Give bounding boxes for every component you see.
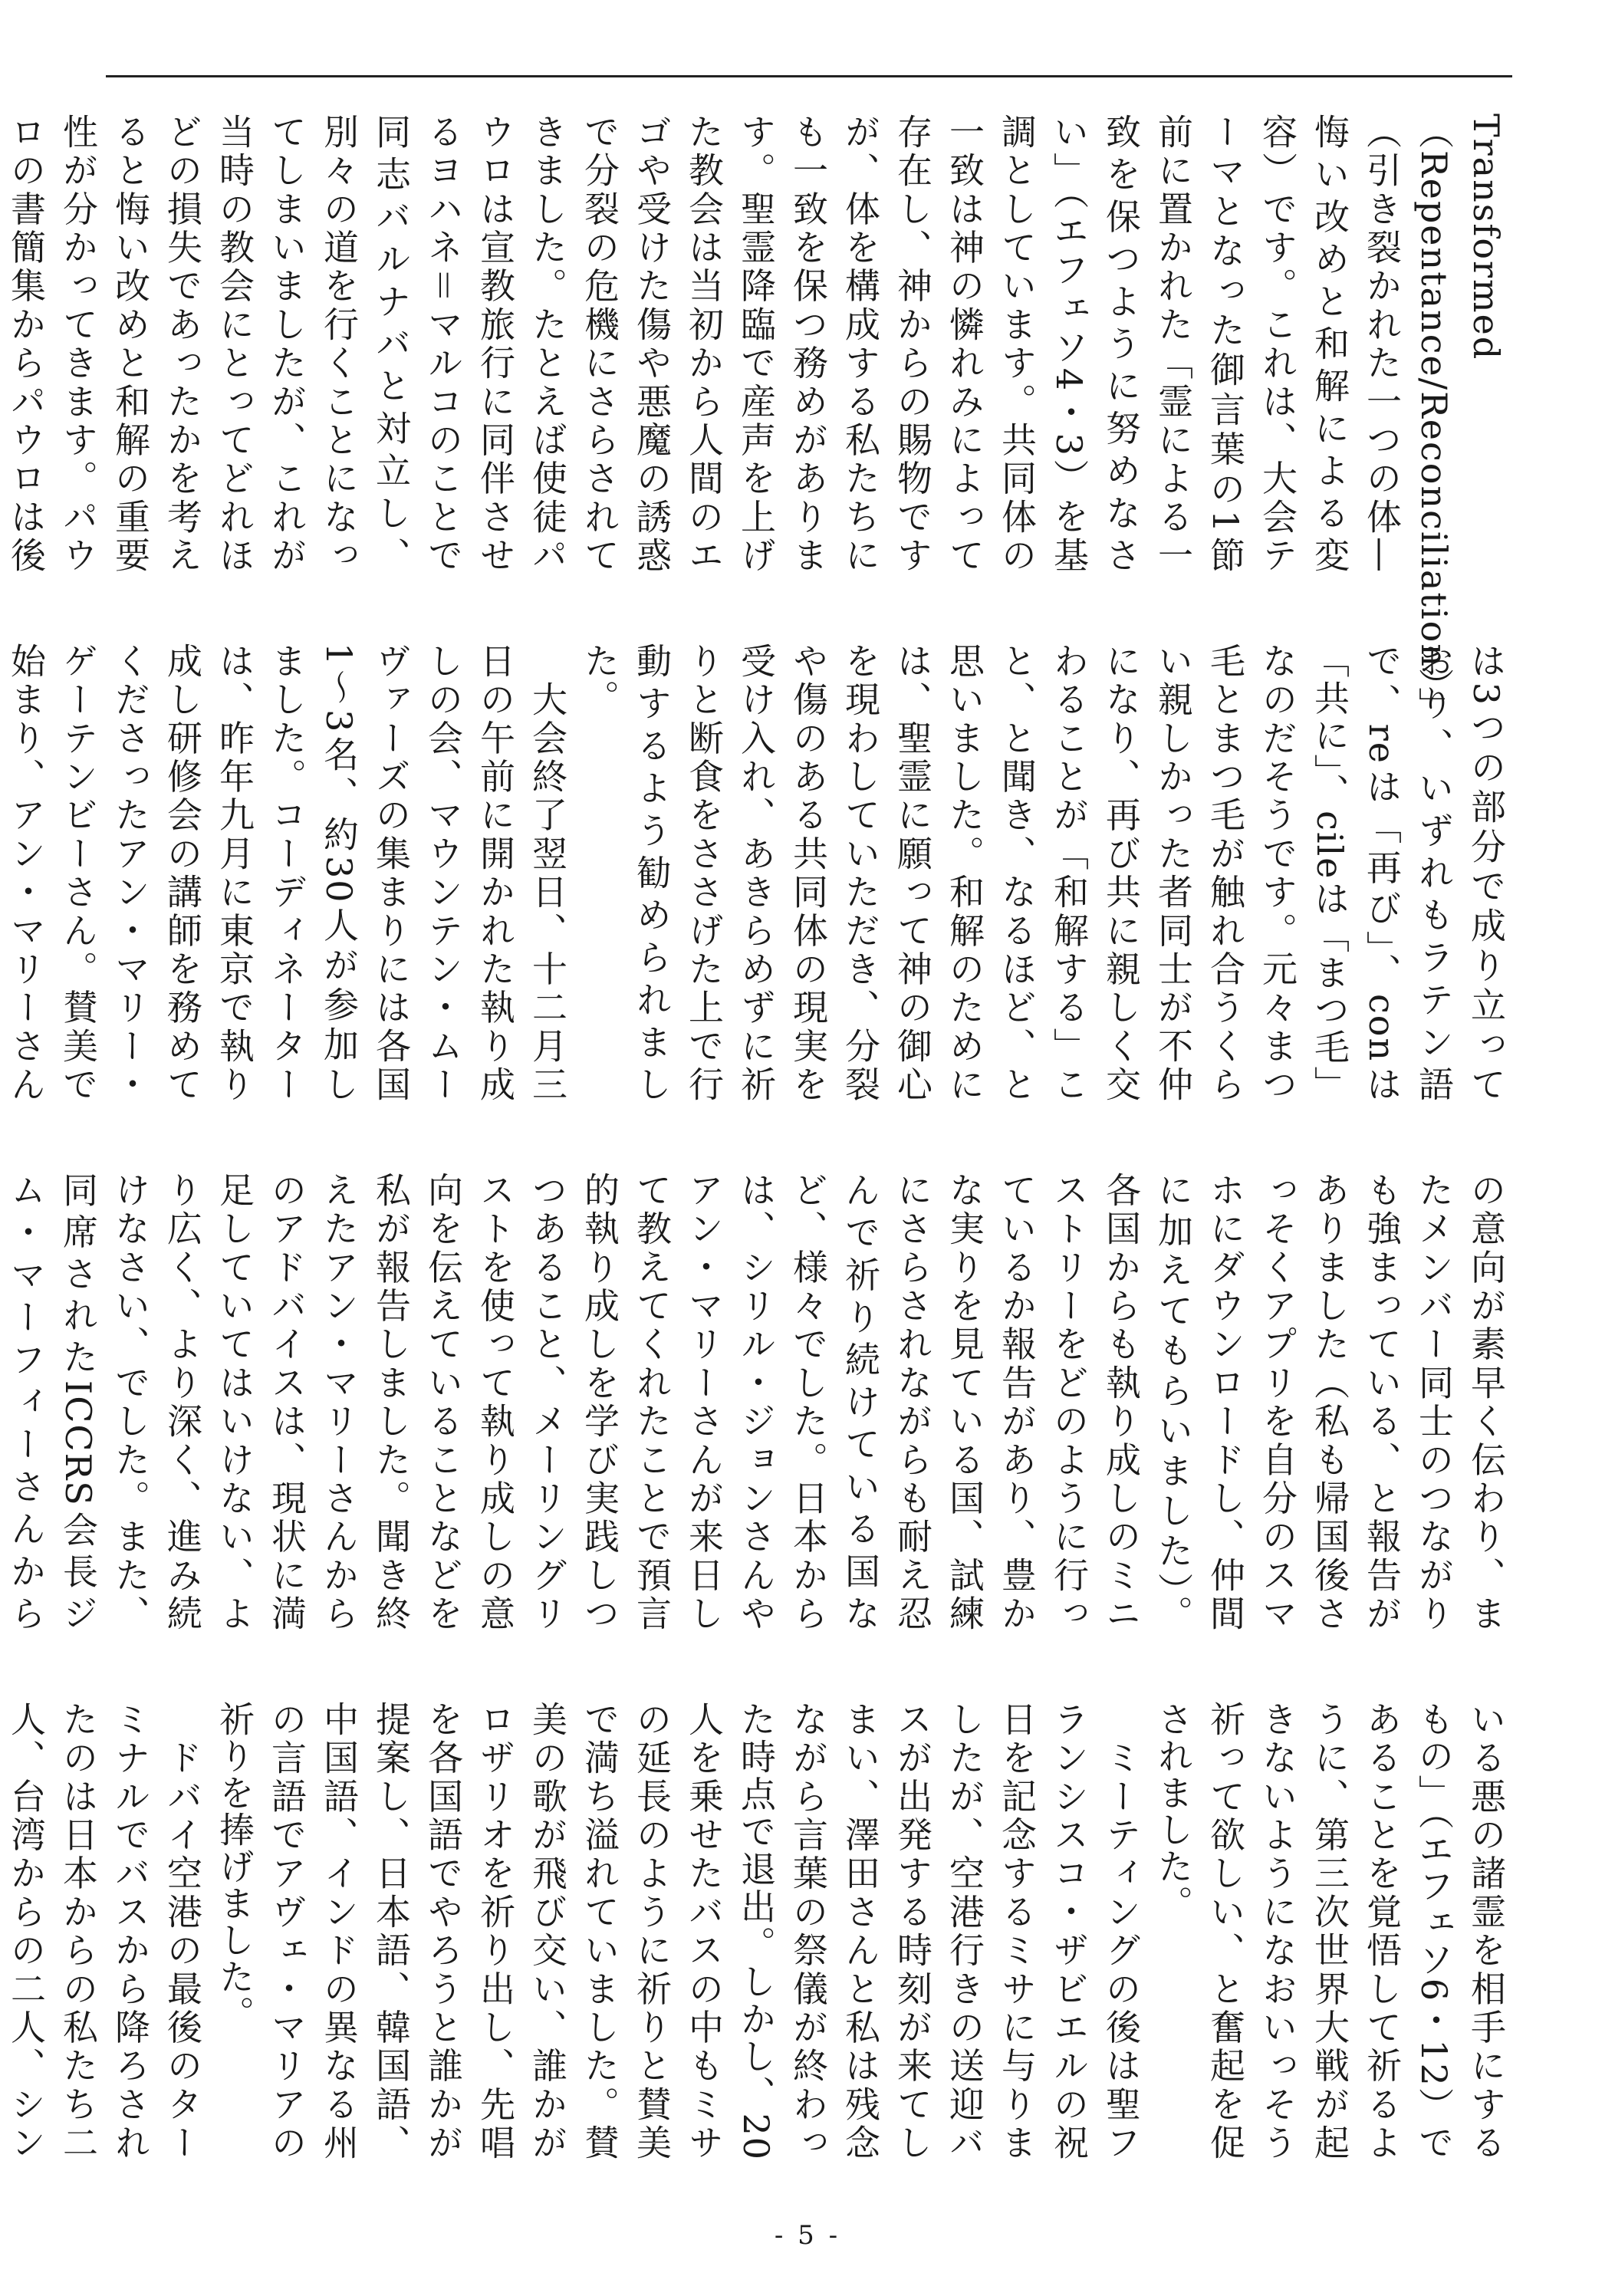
- text-band-3: [5, 1172, 1512, 1632]
- paragraph: Transformed（Repentance/Reconciliation）」（引き裂かれた一つの体—悔い改めと和解による変容）です。これは、大会テーマとなった御言葉の1節前に置かれた「霊による一致を保つように努めなさい」（エフェソ4・3）を基調としています。共同体の一致は神の憐れみによって存在し、神からの賜物ですが、体を構成する私たちにも一致を保つ務めがあります。聖霊降臨で産声を上げた教会は当初から人間のエゴや受けた傷や悪魔の誘惑で分裂の危機にさらされてきました。たとえば使徒パウロは宣教旅行に同伴させるヨハネ＝マルコのことで同志バルナバと対立し、別々の道を行くことになってしまいましたが、これが当時の教会にとってどれほどの損失であったかを考えると悔い改めと和解の重要性が分かってきます。パウロの書簡集からパウロは後: [5, 113, 1507, 724]
- paragraph: 大会終了翌日、十二月三日の午前に開かれた執り成しの会、マウンテン・ムーヴァーズの集まりには各国1～3名、約30人が参加しました。コーディネーターは、昨年九月に東京で執り成し研修会の講師を務めてくださったアン・マリー・ゲーテンビーさん。賛美で始まり、アン・マリーさん: [5, 643, 568, 1103]
- paragraph: ミーティングの後は聖フランシスコ・ザビエルの祝日を記念するミサに与りましたが、空港行きの送迎バスが出発する時刻が来てしまい、澤田さんと私は残念ながら言葉の祭儀が終わった時点で退出。しかし、20人を乗せたバスの中もミサの延長のように祈りと賛美で満ち溢れていました。賛美の歌が飛び交い、誰かがロザリオを祈り出し、先唱を各国語でやろうと誰かが提案し、日本語、韓国語、中国語、インドの異なる州の言語でアヴェ・マリアの祈りを捧げました。: [214, 1701, 1142, 2161]
- paragraph: の意向が素早く伝わり、またメンバー同士のつながりも強まっている、と報告がありました（私も帰国後さっそくアプリを自分のスマホにダウンロードし、仲間に加えてもらいました）。各国からも執り成しのミニストリーをどのように行っているか報告があり、豊かな実りを見ている国、試練にさらされながらも耐え忍んで祈り続けている国など、様々でした。日本からは、シリル・ジョンさんやアン・マリーさんが来日して教えてくれたことで預言的執り成しを学び実践しつつあること、メーリングリストを使って執り成しの意向を伝えていることなどを私が報告しました。聞き終えたアン・マリーさんからのアドバイスは、現状に満足していてはいけない、より広く、より深く、進み続けなさい、でした。また、同席されたICCRS会長ジム・マーフィーさんから: [5, 1172, 1507, 1632]
- paragraph: は3つの部分で成り立っており、いずれもラテン語で、reは「再び」、conは「共に」、cileは「まつ毛」なのだそうです。元々まつ毛とまつ毛が触れ合うくらい親しかった者同士が不仲になり、再び共に親しく交わることが「和解する」こと、と聞き、なるほど、と思いました。和解のためには、聖霊に願って神の御心を現わしていただき、分裂や傷のある共同体の現実を受け入れ、あきらめずに祈りと断食をささげた上で行動するよう勧められました。: [579, 643, 1507, 1103]
- page-number: - 5 -: [774, 2220, 841, 2251]
- paragraph: いる悪の諸霊を相手にするもの」（エフェソ6・12）であることを覚悟して祈るように、第三次世界大戦が起きないようになおいっそう祈って欲しい、と奮起を促されました。: [1153, 1701, 1507, 2161]
- text-band-2: [5, 643, 1512, 1103]
- paragraph: ドバイ空港の最後のターミナルでバスから降ろされたのは日本からの私たち二人、台湾からの二人、シン: [5, 1701, 203, 2161]
- top-rule: [106, 75, 1512, 77]
- text-band-1: [5, 113, 1512, 724]
- text-band-4: [5, 1701, 1512, 2161]
